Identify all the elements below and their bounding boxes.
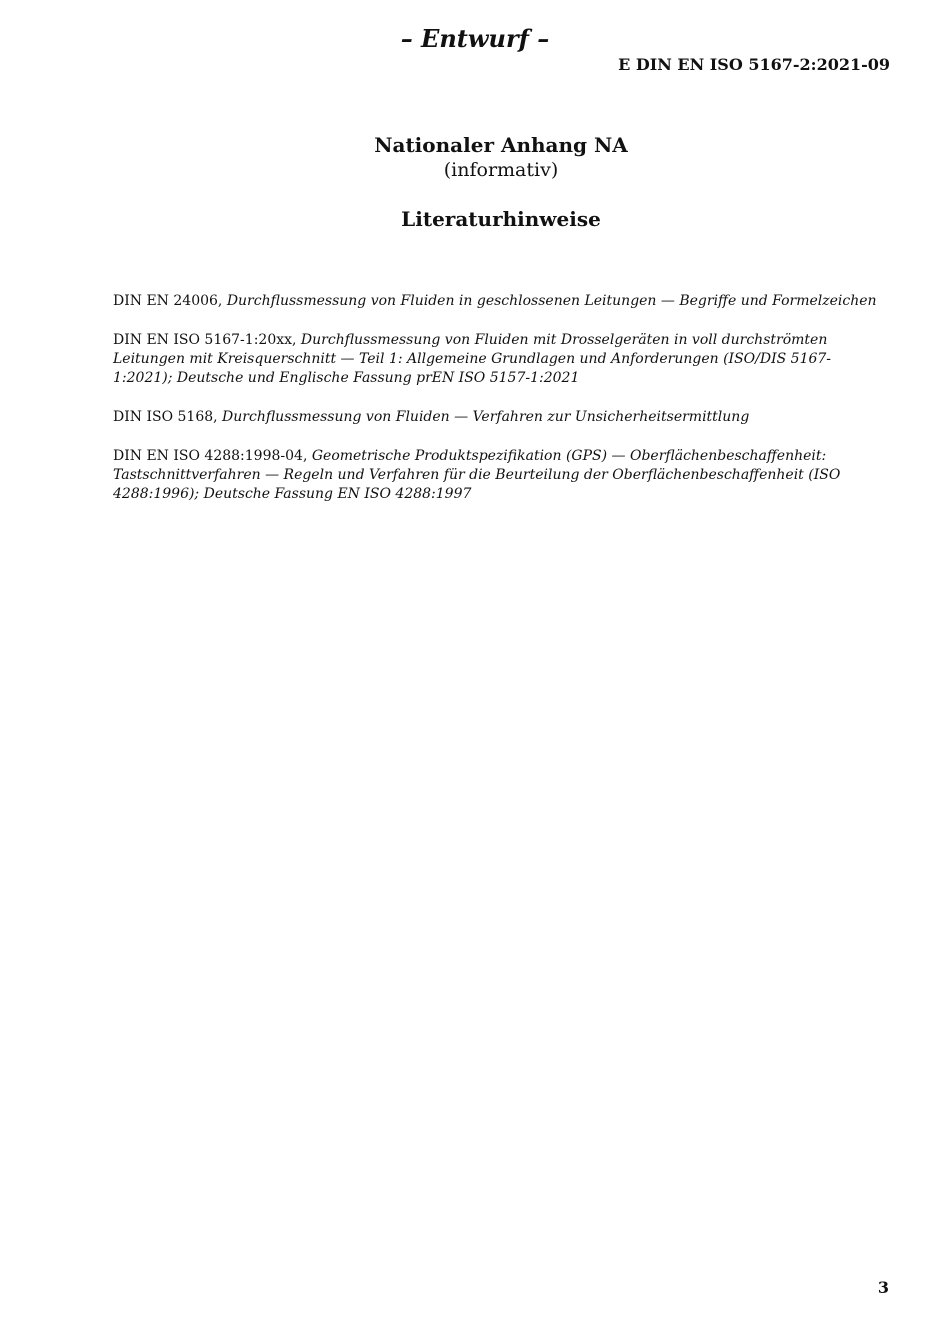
reference-item: [113, 292, 888, 311]
reference-title: Durchflussmessung von Fluiden in geschlossenen Leitungen — Begriffe und Formelzeichen: [226, 293, 877, 309]
reference-list: [113, 292, 888, 524]
reference-code: DIN EN ISO 5167-1:20xx,: [113, 332, 301, 348]
annex-heading: [0, 132, 950, 182]
reference-title: Durchflussmessung von Fluiden mit Drosselgeräten in voll durchströmten Leitungen mit Kreisquerschnitt — Teil 1: Allgemeine Grundlagen und Anforderungen (ISO/DIS 5167-1:2021); Deutsche und Englische Fassung prEN ISO 5157-1:2021: [113, 332, 832, 386]
annex-title: Nationaler Anhang NA: [374, 133, 628, 157]
reference-item: [113, 447, 888, 504]
reference-code: DIN EN ISO 4288:1998-04,: [113, 448, 312, 464]
reference-code: DIN EN 24006,: [113, 293, 227, 309]
page-number: 3: [877, 1278, 889, 1297]
document-id: E DIN EN ISO 5167-2:2021-09: [618, 55, 890, 74]
reference-item: [113, 331, 888, 388]
reference-title: Geometrische Produktspezifikation (GPS) — Oberflächenbeschaffenheit: Tastschnittverfahren — Regeln und Verfahren für die Beurteilung der Oberflächenbeschaffenheit (ISO 4288:1996); Deutsche Fassung EN ISO 4288:1997: [113, 448, 841, 502]
reference-item: [113, 408, 888, 427]
annex-subtitle: (informativ): [443, 159, 559, 181]
section-title: Literaturhinweise: [401, 207, 601, 231]
reference-title: Durchflussmessung von Fluiden — Verfahren zur Unsicherheitsermittlung: [222, 409, 750, 425]
draft-label: – Entwurf –: [400, 24, 550, 53]
reference-code: DIN ISO 5168,: [113, 409, 223, 425]
